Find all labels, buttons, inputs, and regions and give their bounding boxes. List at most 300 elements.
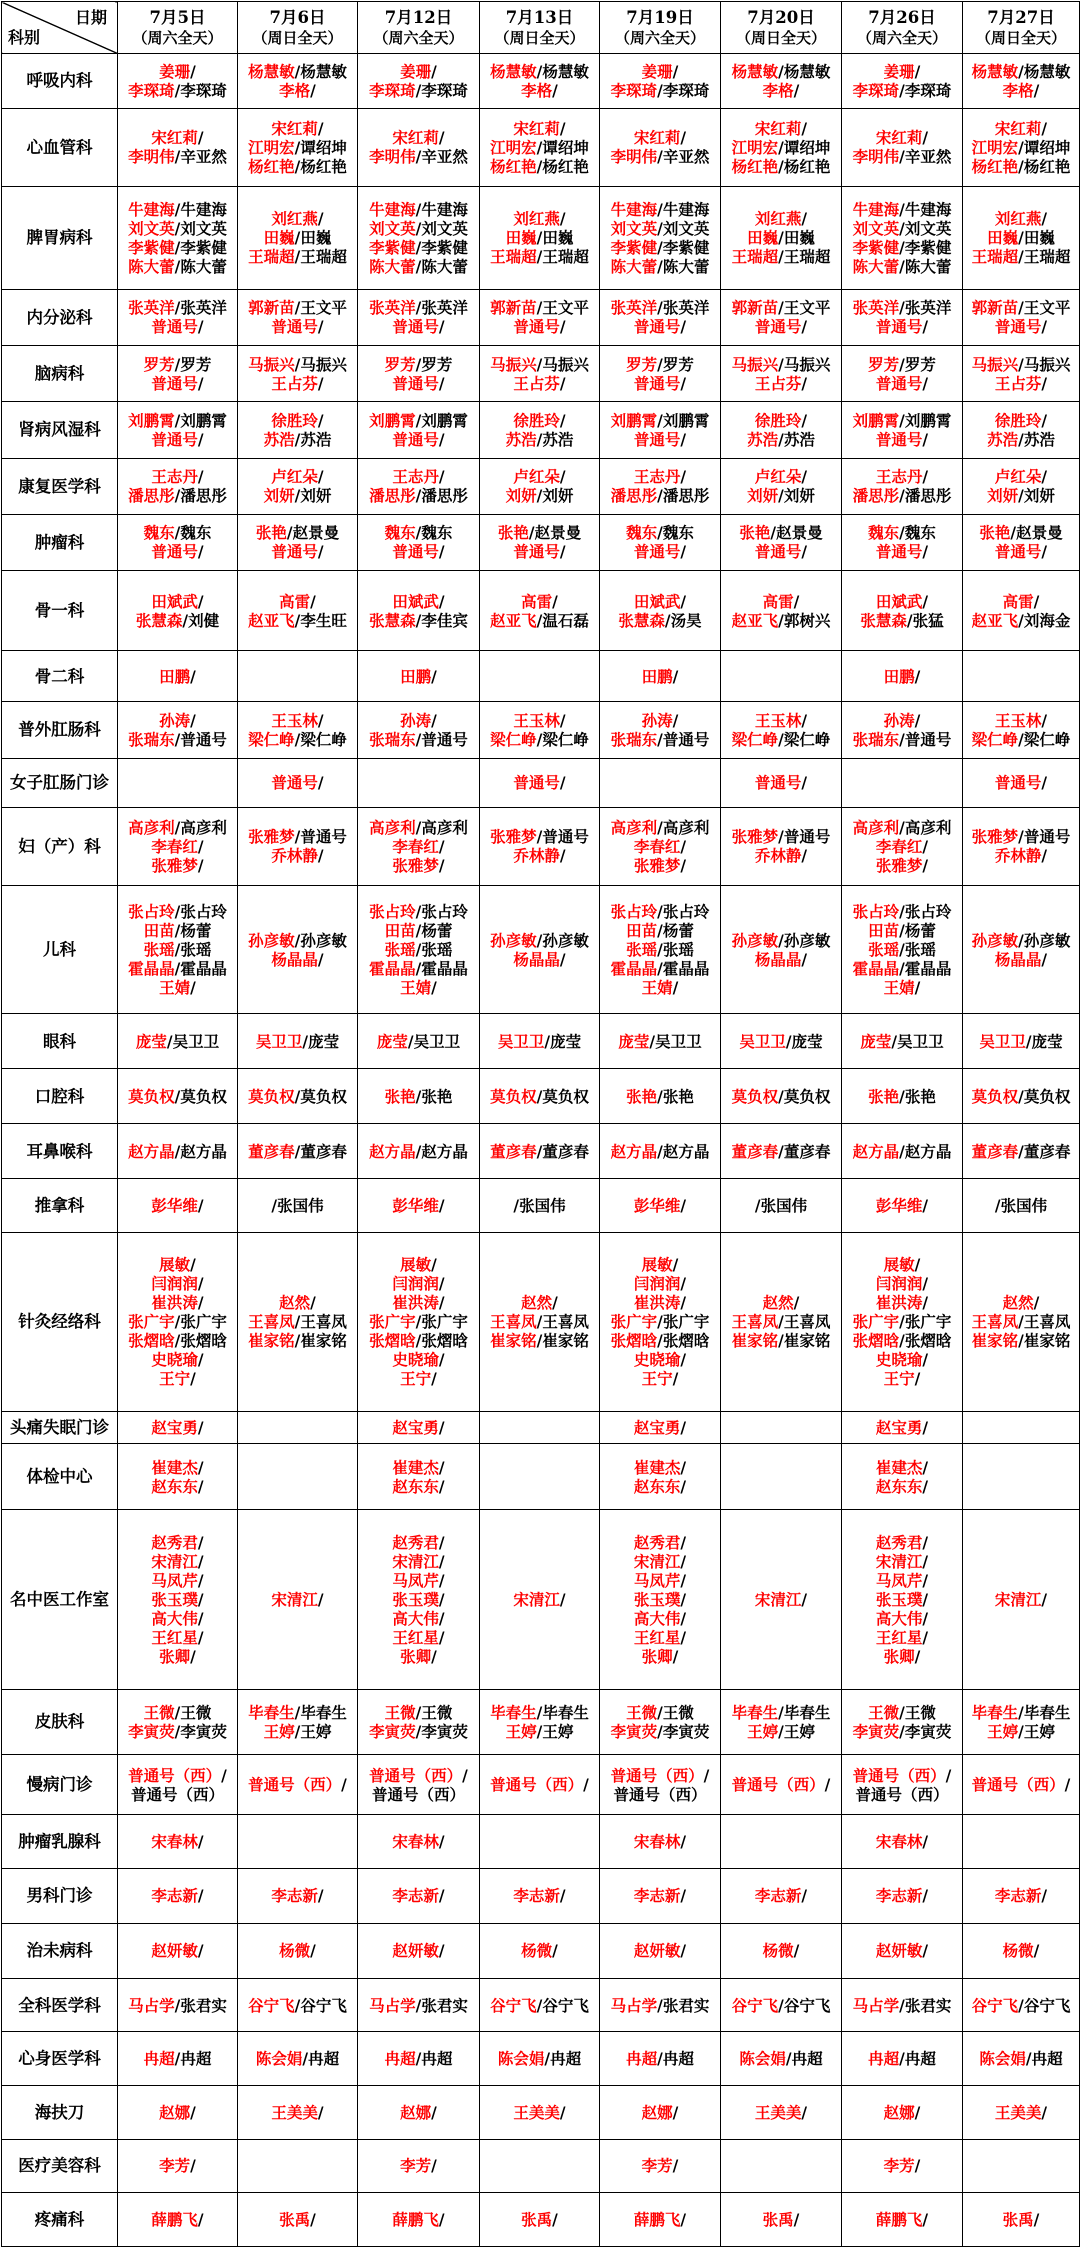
morning-doctor: 田苗 bbox=[626, 921, 658, 941]
morning-doctor: 徐胜玲 bbox=[994, 410, 1042, 430]
afternoon-doctor: / bbox=[317, 1589, 324, 1609]
doctor-line bbox=[965, 2210, 1077, 2229]
morning-doctor: 张英洋 bbox=[128, 298, 175, 318]
morning-doctor: 莫负权 bbox=[248, 1086, 295, 1106]
schedule-cell bbox=[238, 402, 358, 458]
morning-doctor: 姜珊 bbox=[159, 61, 191, 81]
doctor-line bbox=[844, 978, 960, 997]
doctor-line bbox=[965, 1196, 1077, 1215]
schedule-cell bbox=[480, 571, 600, 651]
afternoon-doctor: /王文平 bbox=[536, 298, 589, 318]
morning-doctor: 张瑞东 bbox=[369, 729, 416, 749]
doctor-line bbox=[602, 1196, 718, 1215]
schedule-cell bbox=[963, 108, 1080, 186]
afternoon-doctor: / bbox=[197, 542, 204, 562]
afternoon-doctor: /罗芳 bbox=[415, 354, 453, 374]
morning-doctor: 高大伟 bbox=[633, 1608, 681, 1628]
morning-doctor: 李春红 bbox=[392, 836, 439, 856]
department-name: 呼吸内科 bbox=[2, 54, 118, 109]
department-row bbox=[2, 2086, 1080, 2140]
schedule-cell bbox=[842, 514, 963, 570]
doctor-line bbox=[120, 1722, 235, 1741]
morning-doctor: 李春红 bbox=[875, 836, 923, 856]
morning-doctor: 薛鹏飞 bbox=[392, 2210, 439, 2230]
schedule-cell bbox=[480, 1755, 600, 1815]
doctor-line bbox=[965, 931, 1077, 950]
afternoon-doctor: / bbox=[438, 1589, 445, 1609]
doctor-line bbox=[240, 1331, 355, 1350]
afternoon-doctor: / bbox=[190, 978, 196, 998]
morning-doctor: 张占玲 bbox=[128, 902, 175, 922]
schedule-cell bbox=[600, 1755, 721, 1815]
schedule-cell bbox=[963, 514, 1080, 570]
afternoon-doctor: / bbox=[438, 128, 445, 148]
doctor-line bbox=[120, 298, 235, 317]
schedule-cell bbox=[118, 1869, 238, 1924]
doctor-line bbox=[723, 1941, 839, 1960]
afternoon-doctor: /李紫健 bbox=[899, 237, 952, 257]
afternoon-doctor: /郭树兴 bbox=[778, 610, 831, 630]
doctor-line bbox=[482, 542, 597, 561]
doctor-line bbox=[240, 827, 355, 846]
afternoon-doctor: /赵方晶 bbox=[657, 1141, 710, 1161]
morning-doctor: 普通号（西） bbox=[971, 1775, 1065, 1795]
morning-doctor: 普通号 bbox=[271, 773, 318, 793]
morning-doctor: 谷宁飞 bbox=[248, 1995, 295, 2015]
afternoon-doctor: / bbox=[190, 1369, 196, 1389]
morning-doctor: 王占芬 bbox=[271, 373, 318, 393]
schedule-cell bbox=[118, 1689, 238, 1755]
morning-doctor: 田巍 bbox=[263, 228, 295, 248]
doctor-line bbox=[723, 1590, 839, 1609]
date-label: 7月6日 bbox=[269, 7, 326, 27]
department-row bbox=[2, 1412, 1080, 1444]
afternoon-doctor: /王微 bbox=[657, 1702, 694, 1722]
afternoon-doctor: /高彦利 bbox=[415, 817, 468, 837]
morning-doctor: 张艳 bbox=[739, 523, 771, 543]
morning-doctor: 普通号 bbox=[513, 542, 560, 562]
schedule-cell bbox=[600, 1923, 721, 1978]
schedule-cell bbox=[480, 346, 600, 402]
doctor-line bbox=[723, 247, 839, 266]
morning-doctor: 苏浩 bbox=[505, 429, 537, 449]
afternoon-doctor: / bbox=[914, 61, 921, 81]
afternoon-doctor: / bbox=[922, 1195, 929, 1215]
schedule-cell bbox=[358, 758, 480, 808]
afternoon-doctor: / bbox=[431, 61, 437, 81]
doctor-line bbox=[602, 1533, 718, 1552]
afternoon-doctor: / bbox=[438, 591, 445, 611]
schedule-cell bbox=[480, 1923, 600, 1978]
schedule-cell bbox=[238, 1014, 358, 1069]
morning-doctor: 董彦春 bbox=[731, 1141, 779, 1161]
afternoon-doctor: / bbox=[922, 591, 929, 611]
schedule-cell bbox=[480, 808, 600, 886]
afternoon-doctor: /普通号 bbox=[899, 729, 952, 749]
schedule-cell bbox=[600, 289, 721, 345]
doctor-line bbox=[965, 209, 1077, 228]
morning-doctor: 赵娜 bbox=[883, 2102, 915, 2122]
morning-doctor: 张雅梦 bbox=[490, 827, 537, 847]
afternoon-doctor: /杨蕾 bbox=[174, 921, 212, 941]
morning-doctor: 李格 bbox=[279, 80, 311, 100]
doctor-line bbox=[120, 818, 235, 837]
morning-doctor: 李格 bbox=[1002, 80, 1034, 100]
doctor-line bbox=[120, 1458, 235, 1477]
morning-doctor: 田鹏 bbox=[400, 666, 432, 686]
afternoon-doctor: /王婷 bbox=[536, 1721, 574, 1741]
doctor-line bbox=[723, 1886, 839, 1905]
doctor-line bbox=[120, 62, 235, 81]
morning-doctor: 崔建杰 bbox=[151, 1457, 198, 1477]
doctor-line bbox=[844, 1331, 960, 1350]
morning-doctor: 张慧森 bbox=[860, 610, 907, 630]
morning-doctor: 薛鹏飞 bbox=[151, 2210, 198, 2230]
morning-doctor: 马振兴 bbox=[248, 354, 295, 374]
doctor-line bbox=[482, 1775, 597, 1794]
afternoon-doctor: /杨蕾 bbox=[899, 921, 936, 941]
morning-doctor: 李琛琦 bbox=[852, 80, 900, 100]
schedule-cell bbox=[721, 1444, 842, 1510]
doctor-line bbox=[120, 959, 235, 978]
afternoon-doctor: /庞莹 bbox=[302, 1031, 340, 1051]
afternoon-doctor: / bbox=[1041, 846, 1048, 866]
afternoon-doctor: / bbox=[680, 128, 687, 148]
doctor-line bbox=[240, 411, 355, 430]
doctor-line bbox=[723, 1142, 839, 1161]
morning-doctor: 张艳 bbox=[255, 523, 287, 543]
schedule-cell bbox=[118, 1444, 238, 1510]
morning-doctor: 杨红艳 bbox=[971, 156, 1019, 176]
afternoon-doctor: /谭绍坤 bbox=[778, 137, 831, 157]
doctor-line bbox=[120, 200, 235, 219]
doctor-line bbox=[120, 523, 235, 542]
afternoon-doctor: / bbox=[559, 1886, 566, 1906]
morning-doctor: 张瑞东 bbox=[128, 729, 175, 749]
department-name: 名中医工作室 bbox=[2, 1510, 118, 1690]
morning-doctor: 普通号 bbox=[633, 317, 681, 337]
morning-doctor: 崔家铭 bbox=[248, 1331, 295, 1351]
doctor-line bbox=[844, 1142, 960, 1161]
doctor-line bbox=[360, 467, 477, 486]
afternoon-doctor: /杨慧敏 bbox=[1018, 61, 1071, 81]
afternoon-doctor: /王喜凤 bbox=[1018, 1312, 1071, 1332]
doctor-line bbox=[240, 730, 355, 749]
morning-doctor: 赵然 bbox=[762, 1293, 794, 1313]
department-name: 男科门诊 bbox=[2, 1869, 118, 1924]
doctor-line bbox=[240, 486, 355, 505]
schedule-cell bbox=[721, 1978, 842, 2032]
afternoon-doctor: / bbox=[559, 949, 566, 969]
schedule-cell bbox=[963, 651, 1080, 702]
afternoon-doctor: /陈大蕾 bbox=[899, 256, 952, 276]
morning-doctor: 赵宝勇 bbox=[875, 1418, 923, 1438]
afternoon-doctor: / bbox=[922, 836, 929, 856]
date-header-cell bbox=[480, 2, 600, 54]
morning-doctor: 卢红朵 bbox=[754, 467, 802, 487]
afternoon-doctor: / bbox=[431, 1255, 437, 1275]
morning-doctor: 杨红艳 bbox=[248, 156, 295, 176]
morning-doctor: 赵妍敏 bbox=[392, 1941, 439, 1961]
doctor-line bbox=[120, 1533, 235, 1552]
doctor-line bbox=[844, 1722, 960, 1741]
afternoon-doctor: / bbox=[438, 1551, 445, 1571]
morning-doctor: 冉超 bbox=[143, 2049, 175, 2069]
morning-doctor: 李紫健 bbox=[610, 237, 658, 257]
afternoon-doctor: / bbox=[190, 710, 196, 730]
morning-doctor: 赵然 bbox=[1002, 1293, 1034, 1313]
morning-doctor: 李明伟 bbox=[128, 147, 175, 167]
afternoon-doctor: / bbox=[317, 317, 324, 337]
morning-doctor: 王玉林 bbox=[994, 710, 1042, 730]
doctor-line bbox=[482, 1087, 597, 1106]
afternoon-doctor: /崔家铭 bbox=[294, 1331, 347, 1351]
schedule-cell bbox=[963, 402, 1080, 458]
schedule-cell bbox=[480, 289, 600, 345]
morning-doctor: 赵秀君 bbox=[633, 1532, 681, 1552]
date-header-cell bbox=[238, 2, 358, 54]
afternoon-doctor: /王瑞超 bbox=[536, 247, 589, 267]
doctor-line bbox=[844, 1785, 960, 1804]
doctor-line bbox=[844, 147, 960, 166]
morning-doctor: 普通号 bbox=[994, 542, 1042, 562]
doctor-line bbox=[120, 1032, 235, 1051]
afternoon-doctor: /王微 bbox=[899, 1702, 936, 1722]
morning-doctor: 宋春林 bbox=[633, 1832, 681, 1852]
morning-doctor: 宋红莉 bbox=[875, 128, 923, 148]
schedule-cell bbox=[963, 702, 1080, 758]
afternoon-doctor: /毕春生 bbox=[1018, 1702, 1071, 1722]
afternoon-doctor: / bbox=[680, 373, 687, 393]
afternoon-doctor: /张国伟 bbox=[754, 1195, 808, 1215]
morning-doctor: 张瑶 bbox=[626, 940, 658, 960]
schedule-cell bbox=[842, 808, 963, 886]
doctor-line bbox=[360, 128, 477, 147]
schedule-cell bbox=[238, 514, 358, 570]
morning-doctor: 魏东 bbox=[626, 523, 658, 543]
afternoon-doctor: / bbox=[922, 1589, 929, 1609]
doctor-line bbox=[120, 81, 235, 100]
schedule-cell bbox=[842, 54, 963, 109]
afternoon-doctor: /王微 bbox=[174, 1702, 212, 1722]
schedule-cell bbox=[842, 1510, 963, 1690]
date-label: 7月27日 bbox=[987, 7, 1055, 27]
doctor-line bbox=[482, 1886, 597, 1905]
afternoon-doctor: /刘鹏霄 bbox=[174, 410, 227, 430]
doctor-line bbox=[723, 486, 839, 505]
morning-doctor: 普通号 bbox=[392, 429, 439, 449]
schedule-cell bbox=[118, 1069, 238, 1124]
afternoon-doctor: /普通号 bbox=[174, 729, 227, 749]
doctor-line bbox=[844, 1628, 960, 1647]
doctor-line bbox=[482, 931, 597, 950]
schedule-cell bbox=[358, 2193, 480, 2247]
morning-doctor: 普通号 bbox=[151, 429, 198, 449]
afternoon-doctor: / bbox=[190, 2102, 196, 2122]
schedule-cell bbox=[118, 346, 238, 402]
doctor-line bbox=[723, 119, 839, 138]
morning-doctor: 展敏 bbox=[641, 1255, 673, 1275]
doctor-line bbox=[844, 1418, 960, 1437]
doctor-line bbox=[723, 611, 839, 630]
doctor-line bbox=[120, 355, 235, 374]
schedule-cell bbox=[358, 1978, 480, 2032]
afternoon-doctor: / bbox=[914, 1255, 921, 1275]
schedule-cell bbox=[721, 186, 842, 289]
morning-doctor: 马占学 bbox=[369, 1995, 416, 2015]
doctor-line bbox=[120, 856, 235, 875]
schedule-cell bbox=[963, 1689, 1080, 1755]
afternoon-doctor: / bbox=[197, 1457, 204, 1477]
morning-doctor: 宋红莉 bbox=[392, 128, 439, 148]
doctor-line bbox=[723, 157, 839, 176]
schedule-cell bbox=[118, 885, 238, 1014]
afternoon-doctor: /董彦春 bbox=[536, 1141, 589, 1161]
afternoon-doctor: /李佳宾 bbox=[415, 610, 468, 630]
schedule-cell bbox=[842, 186, 963, 289]
morning-doctor: 宋清江 bbox=[392, 1551, 439, 1571]
doctor-line bbox=[360, 1785, 477, 1804]
doctor-line bbox=[482, 1142, 597, 1161]
doctor-line bbox=[602, 667, 718, 686]
afternoon-doctor: / bbox=[680, 1608, 687, 1628]
morning-doctor: 吴卫卫 bbox=[497, 1031, 545, 1051]
doctor-line bbox=[602, 837, 718, 856]
doctor-line bbox=[482, 950, 597, 969]
doctor-line bbox=[723, 542, 839, 561]
doctor-line bbox=[602, 1722, 718, 1741]
schedule-cell bbox=[238, 1444, 358, 1510]
morning-doctor: 展敏 bbox=[883, 1255, 915, 1275]
morning-doctor: 刘红燕 bbox=[271, 209, 318, 229]
afternoon-doctor: / bbox=[438, 317, 445, 337]
afternoon-doctor: /辛亚然 bbox=[899, 147, 952, 167]
morning-doctor: 谷宁飞 bbox=[490, 1995, 537, 2015]
morning-doctor: 刘文英 bbox=[852, 218, 900, 238]
morning-doctor: 宋清江 bbox=[513, 1589, 560, 1609]
morning-doctor: 李春红 bbox=[633, 836, 681, 856]
afternoon-doctor: / bbox=[431, 1646, 437, 1666]
afternoon-doctor: /莫负权 bbox=[294, 1086, 347, 1106]
morning-doctor: 姜珊 bbox=[883, 61, 915, 81]
schedule-cell bbox=[963, 2139, 1080, 2193]
weekday-label: （周六全天） bbox=[132, 28, 223, 47]
afternoon-doctor: / bbox=[1064, 1775, 1071, 1795]
schedule-cell bbox=[842, 2032, 963, 2086]
weekday-label: （周日全天） bbox=[975, 28, 1066, 47]
morning-doctor: 张艳 bbox=[626, 1086, 658, 1106]
afternoon-doctor: / bbox=[438, 1293, 445, 1313]
department-name: 脑病科 bbox=[2, 346, 118, 402]
afternoon-doctor: / bbox=[680, 429, 687, 449]
morning-doctor: 张瑞东 bbox=[852, 729, 900, 749]
afternoon-doctor: /王文平 bbox=[294, 298, 347, 318]
schedule-cell bbox=[600, 458, 721, 514]
afternoon-doctor: / bbox=[922, 1941, 929, 1961]
morning-doctor: 赵妍敏 bbox=[633, 1941, 681, 1961]
morning-doctor: 张玉璞 bbox=[875, 1589, 923, 1609]
doctor-line bbox=[360, 1369, 477, 1388]
morning-doctor: 史晓瑜 bbox=[151, 1350, 198, 1370]
afternoon-doctor: /苏浩 bbox=[536, 429, 574, 449]
afternoon-doctor: /杨红艳 bbox=[1018, 156, 1071, 176]
afternoon-doctor: / bbox=[317, 949, 324, 969]
morning-doctor: 普通号 bbox=[151, 542, 198, 562]
doctor-line bbox=[602, 902, 718, 921]
morning-doctor: 莫负权 bbox=[731, 1086, 779, 1106]
doctor-line bbox=[844, 837, 960, 856]
doctor-line bbox=[723, 374, 839, 393]
afternoon-doctor: / bbox=[438, 1476, 445, 1496]
afternoon-doctor: / bbox=[1033, 1941, 1040, 1961]
doctor-line bbox=[844, 355, 960, 374]
afternoon-doctor: /王婷 bbox=[778, 1721, 815, 1741]
department-row bbox=[2, 2032, 1080, 2086]
doctor-line bbox=[844, 2049, 960, 2068]
doctor-line bbox=[482, 317, 597, 336]
doctor-line bbox=[240, 1590, 355, 1609]
afternoon-doctor: /刘妍 bbox=[1018, 486, 1055, 506]
afternoon-doctor: /苏浩 bbox=[1018, 429, 1055, 449]
afternoon-doctor: / bbox=[197, 1195, 204, 1215]
afternoon-doctor: / bbox=[801, 1589, 808, 1609]
doctor-line bbox=[120, 1886, 235, 1905]
doctor-line bbox=[120, 1941, 235, 1960]
morning-doctor: 刘鹏霄 bbox=[128, 410, 175, 430]
afternoon-doctor: / bbox=[1041, 467, 1048, 487]
doctor-line bbox=[360, 1142, 477, 1161]
afternoon-doctor: /霍晶晶 bbox=[174, 959, 227, 979]
doctor-line bbox=[240, 138, 355, 157]
afternoon-doctor: / bbox=[680, 467, 687, 487]
date-header-cell bbox=[118, 2, 238, 54]
afternoon-doctor: / bbox=[1041, 2102, 1048, 2122]
morning-doctor: 张玉璞 bbox=[151, 1589, 198, 1609]
schedule-cell bbox=[480, 1689, 600, 1755]
afternoon-doctor: /杨慧敏 bbox=[778, 61, 831, 81]
afternoon-doctor: / bbox=[559, 467, 566, 487]
morning-doctor: 张艳 bbox=[497, 523, 529, 543]
morning-doctor: 田苗 bbox=[143, 921, 175, 941]
schedule-cell bbox=[118, 514, 238, 570]
afternoon-doctor: /张英洋 bbox=[657, 298, 710, 318]
doctor-line bbox=[965, 523, 1077, 542]
morning-doctor: 梁仁峥 bbox=[731, 729, 779, 749]
doctor-line bbox=[240, 1312, 355, 1331]
doctor-line bbox=[844, 200, 960, 219]
schedule-cell bbox=[118, 402, 238, 458]
morning-doctor: 罗芳 bbox=[868, 354, 900, 374]
morning-doctor: 庞莹 bbox=[135, 1031, 167, 1051]
afternoon-doctor: / bbox=[197, 1274, 204, 1294]
afternoon-doctor: / bbox=[310, 80, 316, 100]
morning-doctor: 王红星 bbox=[633, 1627, 681, 1647]
doctor-line bbox=[240, 542, 355, 561]
morning-doctor: 谷宁飞 bbox=[731, 1995, 779, 2015]
doctor-line bbox=[602, 430, 718, 449]
doctor-line bbox=[482, 2049, 597, 2068]
morning-doctor: 张禹 bbox=[1002, 2210, 1034, 2230]
morning-doctor: 卢红朵 bbox=[513, 467, 560, 487]
schedule-cell bbox=[358, 1014, 480, 1069]
morning-doctor: 李寅荧 bbox=[128, 1721, 175, 1741]
schedule-cell bbox=[358, 1755, 480, 1815]
doctor-line bbox=[844, 411, 960, 430]
schedule-cell bbox=[600, 1978, 721, 2032]
afternoon-doctor: /冉超 bbox=[415, 2049, 453, 2069]
department-name: 内分泌科 bbox=[2, 289, 118, 345]
doctor-line bbox=[240, 1142, 355, 1161]
